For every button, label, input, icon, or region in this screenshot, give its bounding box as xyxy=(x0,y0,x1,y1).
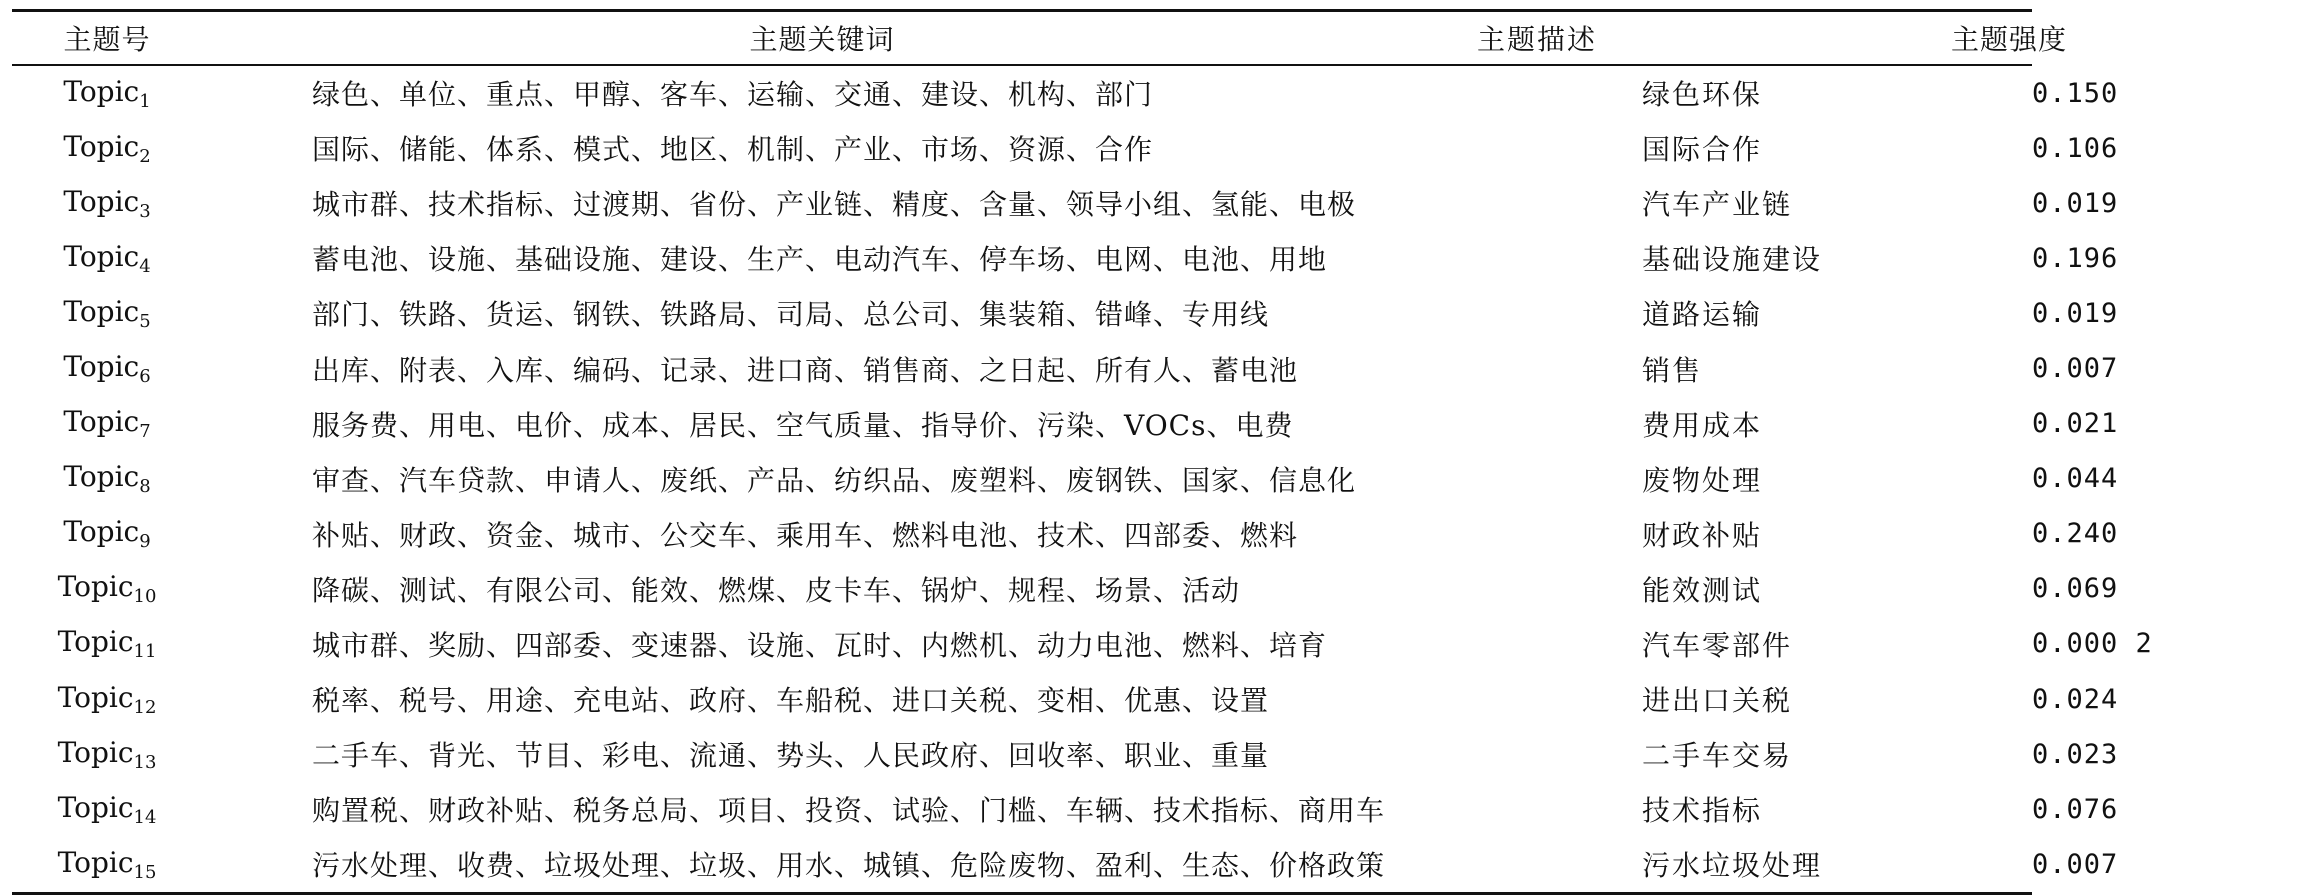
topic-id-label: Topic xyxy=(57,735,134,769)
keywords-cell: 部门、铁路、货运、钢铁、铁路局、司局、总公司、集装箱、错峰、专用线 xyxy=(312,298,1270,332)
topic-id-subscript: 12 xyxy=(133,696,157,718)
description-cell: 二手车交易 xyxy=(1642,739,1793,773)
description-cell: 废物处理 xyxy=(1642,463,1763,497)
strength-cell: 0.000 2 xyxy=(2032,628,2153,660)
topic-id-label: Topic xyxy=(57,680,134,714)
topic-id-cell xyxy=(12,341,202,396)
table-row xyxy=(12,451,2322,506)
strength-cell: 0.007 xyxy=(2032,848,2119,880)
keywords-cell: 城市群、技术指标、过渡期、省份、产业链、精度、含量、领导小组、氢能、电极 xyxy=(312,188,1357,222)
table-row xyxy=(12,672,2322,727)
topic-id-subscript: 5 xyxy=(139,310,151,332)
topic-id-cell xyxy=(12,561,202,616)
bottom-rule xyxy=(12,892,2032,895)
strength-cell: 0.019 xyxy=(2032,187,2119,219)
description-cell: 进出口关税 xyxy=(1642,684,1793,718)
topic-id-label: Topic xyxy=(63,405,140,439)
topic-id-subscript: 13 xyxy=(133,751,157,773)
keywords-cell: 国际、储能、体系、模式、地区、机制、产业、市场、资源、合作 xyxy=(312,133,1154,167)
description-cell: 销售 xyxy=(1642,353,1703,387)
topic-id-cell xyxy=(12,672,202,727)
topic-id-label: Topic xyxy=(57,570,134,604)
keywords-cell: 服务费、用电、电价、成本、居民、空气质量、指导价、污染、VOCs、电费 xyxy=(312,408,1294,442)
description-cell: 基础设施建设 xyxy=(1642,243,1823,277)
description-cell: 汽车零部件 xyxy=(1642,628,1793,662)
strength-cell: 0.023 xyxy=(2032,738,2119,770)
description-cell: 污水垃圾处理 xyxy=(1642,849,1823,883)
topic-id-subscript: 10 xyxy=(133,586,157,608)
table-row xyxy=(12,782,2322,837)
header-row xyxy=(12,12,2075,64)
topic-id-cell xyxy=(12,286,202,341)
keywords-cell: 补贴、财政、资金、城市、公交车、乘用车、燃料电池、技术、四部委、燃料 xyxy=(312,518,1299,552)
strength-cell: 0.024 xyxy=(2032,683,2119,715)
keywords-cell: 出库、附表、入库、编码、记录、进口商、销售商、之日起、所有人、蓄电池 xyxy=(312,353,1299,387)
table-row xyxy=(12,616,2322,671)
description-cell: 道路运输 xyxy=(1642,298,1763,332)
topic-id-label: Topic xyxy=(63,350,140,384)
keywords-cell: 税率、税号、用途、充电站、政府、车船税、进口关税、变相、优惠、设置 xyxy=(312,684,1270,718)
table-row xyxy=(12,396,2322,451)
description-cell: 技术指标 xyxy=(1642,794,1763,828)
description-cell: 国际合作 xyxy=(1642,133,1763,167)
topic-id-label: Topic xyxy=(57,790,134,824)
topic-id-label: Topic xyxy=(63,74,140,108)
description-cell: 汽车产业链 xyxy=(1642,188,1793,222)
table-row xyxy=(12,727,2322,782)
table-row xyxy=(12,66,2322,121)
strength-cell: 0.196 xyxy=(2032,242,2119,274)
topic-id-cell xyxy=(12,176,202,231)
table-row xyxy=(12,837,2322,892)
table-row xyxy=(12,231,2322,286)
keywords-cell: 审查、汽车贷款、申请人、废纸、产品、纺织品、废塑料、废钢铁、国家、信息化 xyxy=(312,463,1357,497)
topic-id-label: Topic xyxy=(57,845,134,879)
keywords-cell: 购置税、财政补贴、税务总局、项目、投资、试验、门槛、车辆、技术指标、商用车 xyxy=(312,794,1386,828)
strength-cell: 0.044 xyxy=(2032,463,2119,495)
description-cell: 费用成本 xyxy=(1642,408,1763,442)
strength-cell: 0.021 xyxy=(2032,408,2119,440)
topic-table-body xyxy=(12,66,2322,892)
topic-id-subscript: 14 xyxy=(133,806,157,828)
keywords-cell: 降碳、测试、有限公司、能效、燃煤、皮卡车、锅炉、规程、场景、活动 xyxy=(312,573,1241,607)
strength-cell: 0.240 xyxy=(2032,518,2119,550)
topic-id-label: Topic xyxy=(63,460,140,494)
strength-cell: 0.076 xyxy=(2032,793,2119,825)
table-row xyxy=(12,286,2322,341)
topic-id-label: Topic xyxy=(63,294,140,328)
topic-id-cell xyxy=(12,727,202,782)
topic-id-cell xyxy=(12,506,202,561)
topic-id-subscript: 2 xyxy=(139,145,151,167)
strength-cell: 0.007 xyxy=(2032,353,2119,385)
topic-id-cell xyxy=(12,396,202,451)
topic-id-cell xyxy=(12,231,202,286)
header-strength: 主题强度 xyxy=(1950,23,2067,56)
header-keywords: 主题关键词 xyxy=(749,23,895,56)
topic-id-subscript: 4 xyxy=(139,255,151,277)
description-cell: 财政补贴 xyxy=(1642,518,1763,552)
topic-id-subscript: 3 xyxy=(139,200,151,222)
topic-id-cell xyxy=(12,782,202,837)
topic-id-subscript: 11 xyxy=(133,641,157,663)
table-row xyxy=(12,561,2322,616)
description-cell: 能效测试 xyxy=(1642,573,1763,607)
table-row xyxy=(12,341,2322,396)
keywords-cell: 污水处理、收费、垃圾处理、垃圾、用水、城镇、危险废物、盈利、生态、价格政策 xyxy=(312,849,1386,883)
topic-id-subscript: 7 xyxy=(139,421,151,443)
topic-id-cell xyxy=(12,121,202,176)
topic-id-subscript: 6 xyxy=(139,366,151,388)
topic-table xyxy=(12,12,2075,64)
topic-id-label: Topic xyxy=(57,625,134,659)
topic-id-cell xyxy=(12,616,202,671)
keywords-cell: 蓄电池、设施、基础设施、建设、生产、电动汽车、停车场、电网、电池、用地 xyxy=(312,243,1328,277)
table-body xyxy=(12,66,2322,892)
topic-id-label: Topic xyxy=(63,184,140,218)
topic-id-subscript: 1 xyxy=(139,90,151,112)
topic-id-label: Topic xyxy=(63,515,140,549)
topic-id-cell xyxy=(12,66,202,121)
table-row xyxy=(12,176,2322,231)
topic-table-container xyxy=(12,9,2153,895)
keywords-cell: 城市群、奖励、四部委、变速器、设施、瓦时、内燃机、动力电池、燃料、培育 xyxy=(312,628,1328,662)
strength-cell: 0.106 xyxy=(2032,132,2119,164)
topic-id-label: Topic xyxy=(63,129,140,163)
strength-cell: 0.069 xyxy=(2032,573,2119,605)
keywords-cell: 绿色、单位、重点、甲醇、客车、运输、交通、建设、机构、部门 xyxy=(312,78,1154,112)
strength-cell: 0.019 xyxy=(2032,297,2119,329)
topic-id-label: Topic xyxy=(63,239,140,273)
table-header xyxy=(12,12,2075,64)
topic-id-subscript: 8 xyxy=(139,476,151,498)
header-description: 主题描述 xyxy=(1477,23,1598,56)
description-cell: 绿色环保 xyxy=(1642,78,1763,112)
strength-cell: 0.150 xyxy=(2032,77,2119,109)
table-row xyxy=(12,121,2322,176)
topic-id-subscript: 15 xyxy=(133,861,157,883)
header-topic-id: 主题号 xyxy=(63,23,151,56)
topic-id-cell xyxy=(12,451,202,506)
topic-id-cell xyxy=(12,837,202,892)
table-row xyxy=(12,506,2322,561)
topic-id-subscript: 9 xyxy=(139,531,151,553)
keywords-cell: 二手车、背光、节目、彩电、流通、势头、人民政府、回收率、职业、重量 xyxy=(312,739,1270,773)
